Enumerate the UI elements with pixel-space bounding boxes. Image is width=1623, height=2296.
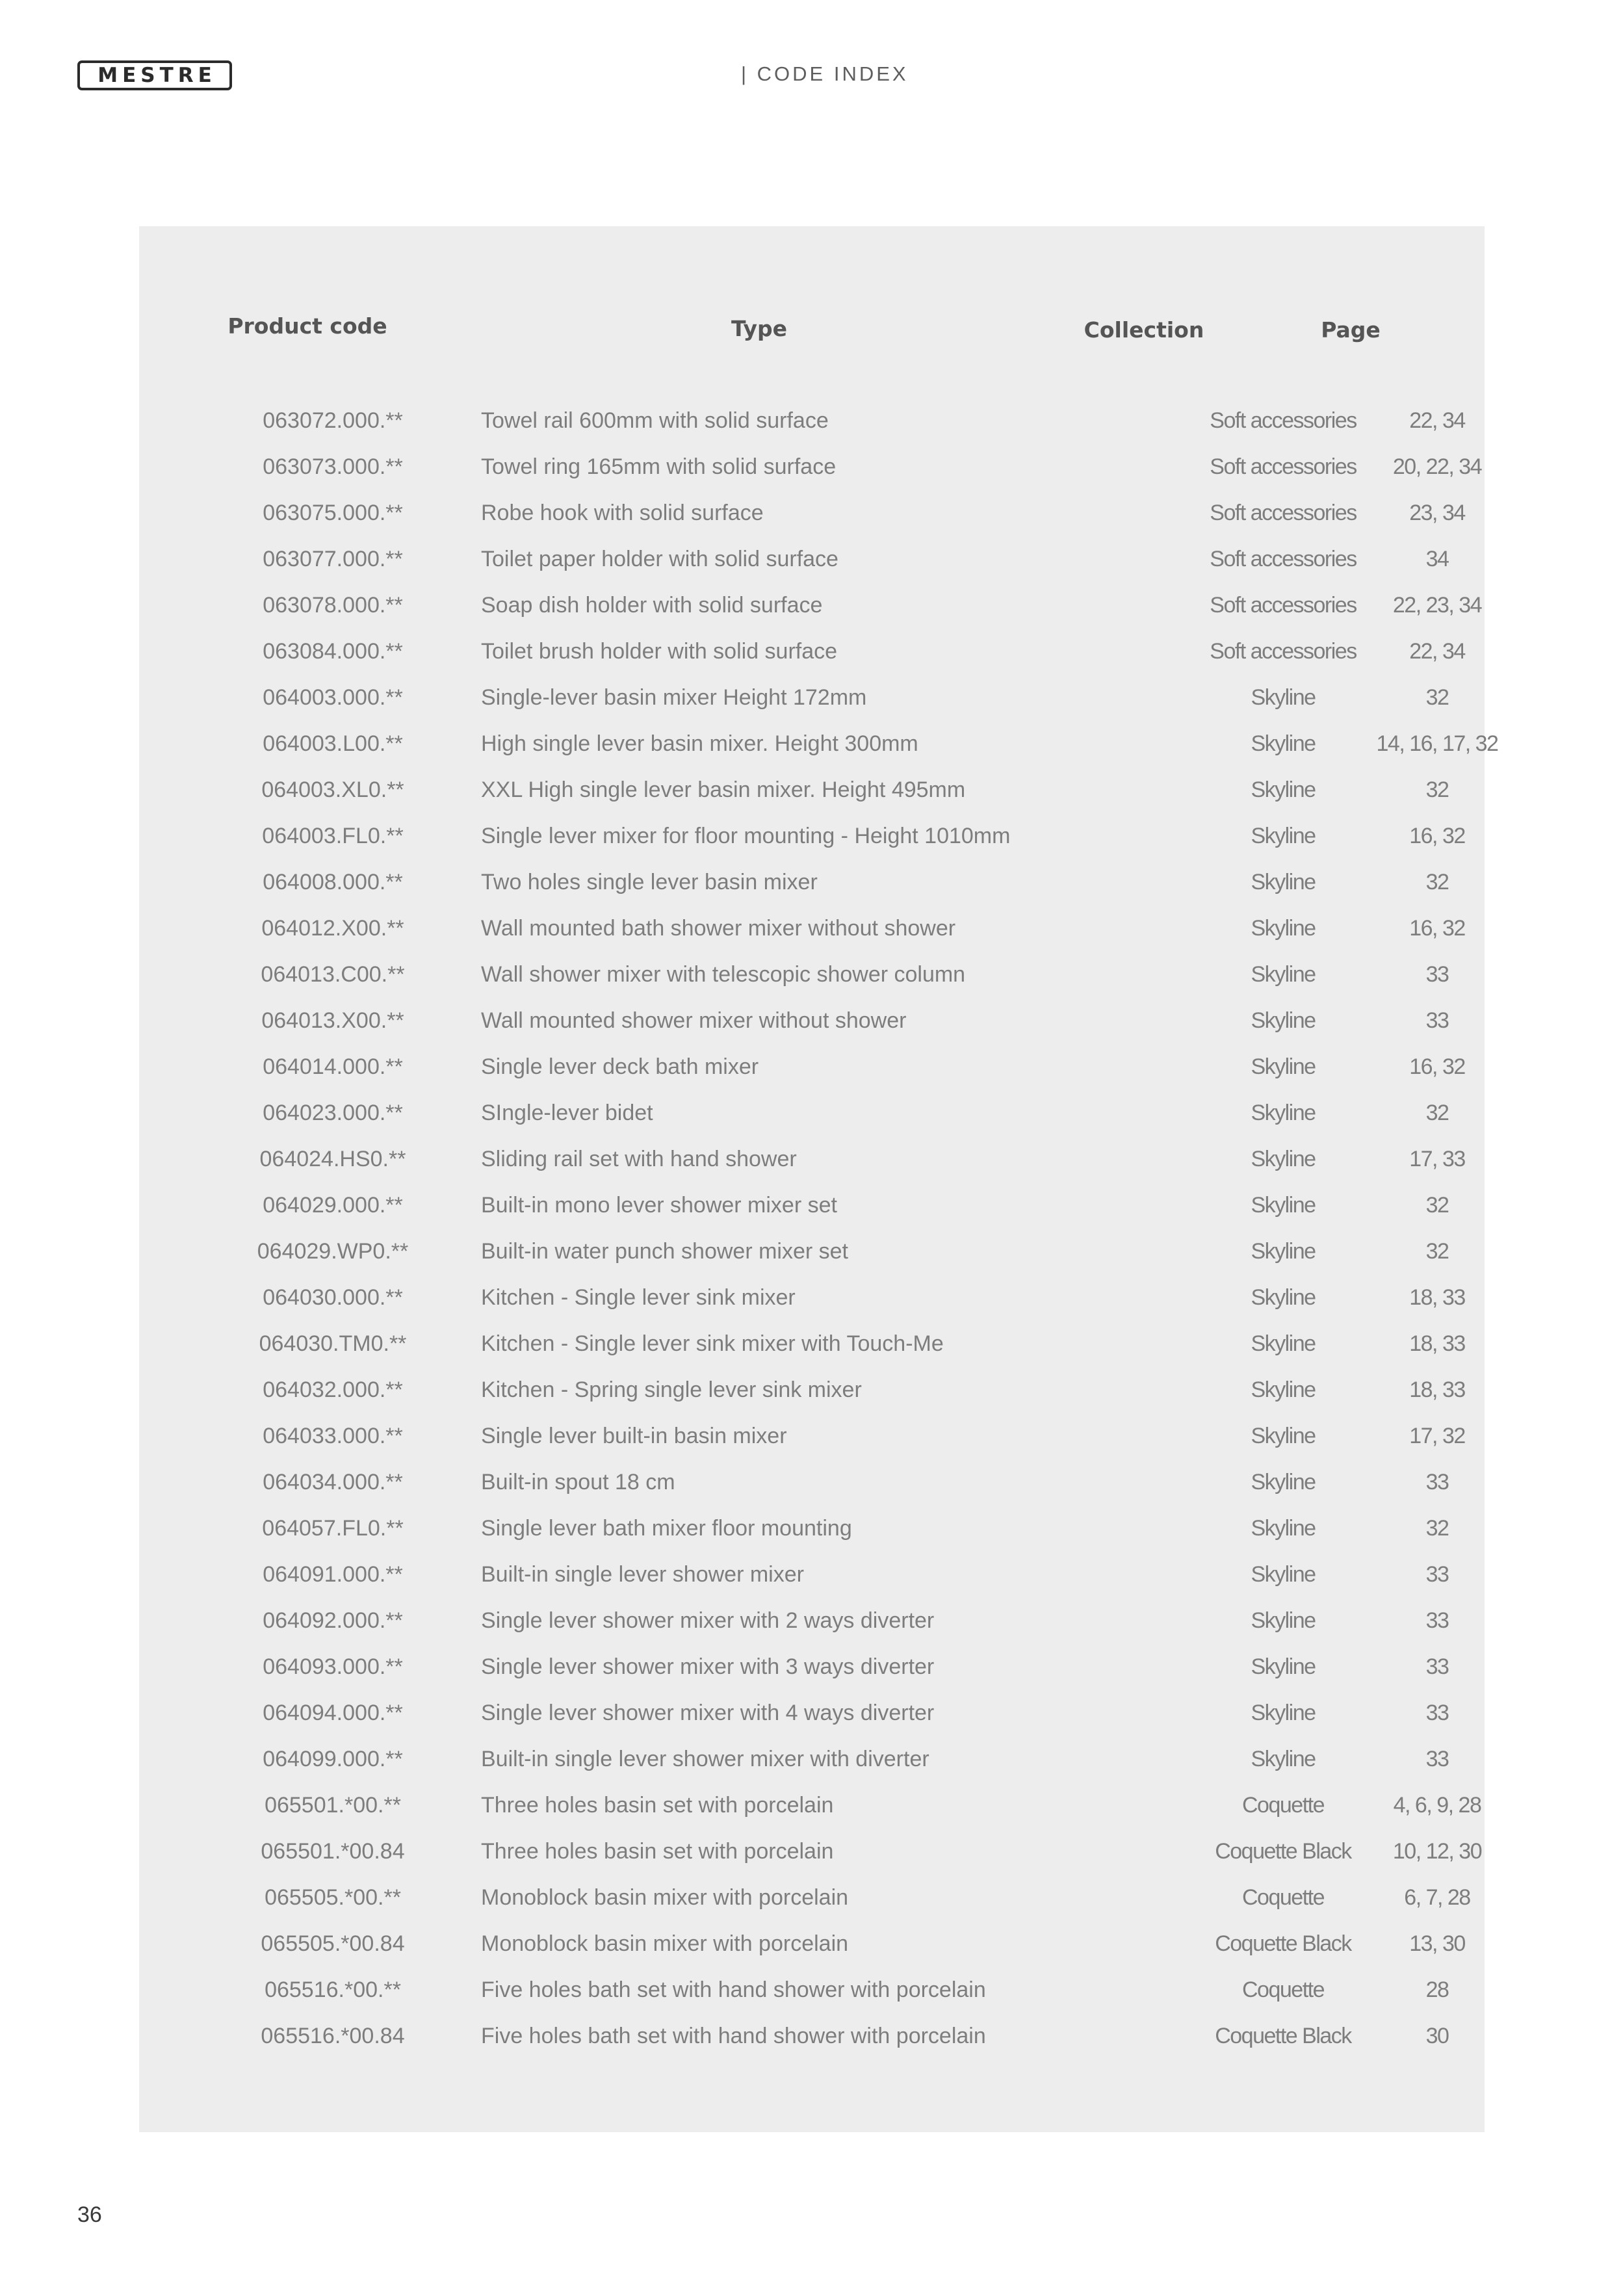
type-cell: Robe hook with solid surface [481,501,764,525]
brand-logo-text: MESTRE [97,64,216,87]
table-row [139,444,1485,490]
table-row [139,1182,1485,1229]
page-ref-cell: 30 [1425,2024,1449,2048]
table-row [139,398,1485,444]
product-code-cell: 064033.000.** [263,1424,403,1448]
product-code-cell: 064030.000.** [263,1285,403,1310]
page-ref-cell: 17, 33 [1409,1147,1465,1171]
collection-cell: Soft accessories [1210,408,1357,433]
page-ref-cell: 16, 32 [1409,824,1465,848]
page-ref-cell: 32 [1425,1101,1449,1125]
table-row [139,1459,1485,1506]
collection-cell: Skyline [1251,870,1316,894]
product-code-cell: 064057.FL0.** [262,1516,404,1541]
table-row [139,1829,1485,1875]
table-row [139,1321,1485,1367]
product-code-cell: 065501.*00.84 [261,1839,405,1864]
type-cell: Three holes basin set with porcelain [481,1839,834,1864]
page-ref-cell: 18, 33 [1409,1331,1465,1356]
page-ref-cell: 10, 12, 30 [1392,1839,1482,1864]
collection-cell: Coquette Black [1215,2024,1351,2048]
collection-cell: Soft accessories [1210,501,1357,525]
type-cell: Wall shower mixer with telescopic shower column [481,962,966,987]
table-row [139,1782,1485,1829]
page-ref-cell: 17, 32 [1409,1424,1465,1448]
table-row [139,536,1485,582]
page-ref-cell: 13, 30 [1409,1931,1465,1956]
product-code-cell: 063075.000.** [263,501,403,525]
collection-cell: Soft accessories [1210,547,1357,571]
type-cell: Single lever bath mixer floor mounting [481,1516,852,1541]
page-ref-cell: 33 [1425,962,1449,987]
product-code-cell: 064003.L00.** [263,731,403,756]
table-row [139,721,1498,767]
collection-cell: Coquette [1242,1793,1324,1818]
collection-cell: Skyline [1251,1470,1316,1494]
collection-cell: Skyline [1251,1516,1316,1541]
page-ref-cell: 33 [1425,1562,1449,1587]
column-header-collection: Collection [1084,317,1204,343]
product-code-cell: 064013.X00.** [261,1008,404,1033]
product-code-cell: 064029.000.** [263,1193,403,1218]
collection-cell: Skyline [1251,1285,1316,1310]
column-header-type: Type [731,316,788,341]
type-cell: Built-in mono lever shower mixer set [481,1193,837,1218]
table-row [139,1875,1485,1921]
page-ref-cell: 16, 32 [1409,916,1465,941]
product-code-cell: 064003.FL0.** [262,824,404,848]
product-code-cell: 065505.*00.** [265,1885,401,1910]
table-row [139,1413,1485,1459]
product-code-cell: 064030.TM0.** [259,1331,407,1356]
product-code-cell: 064003.000.** [263,685,403,710]
product-code-cell: 065516.*00.84 [261,2024,405,2048]
table-row [139,1044,1485,1090]
type-cell: XXL High single lever basin mixer. Height 495mm [481,777,966,802]
brand-logo [77,60,232,90]
page-section-title: | CODE INDEX [741,62,909,85]
type-cell: Kitchen - Spring single lever sink mixer [481,1377,862,1402]
table-row [139,1506,1485,1552]
collection-cell: Coquette [1242,1977,1324,2002]
type-cell: Five holes bath set with hand shower with porcelain [481,2024,986,2048]
product-code-cell: 064003.XL0.** [261,777,404,802]
product-code-cell: 064094.000.** [263,1701,403,1725]
product-code-cell: 065505.*00.84 [261,1931,405,1956]
page-ref-cell: 33 [1425,1470,1449,1494]
type-cell: Built-in single lever shower mixer [481,1562,804,1587]
collection-cell: Skyline [1251,777,1316,802]
type-cell: Kitchen - Single lever sink mixer with Touch-Me [481,1331,944,1356]
code-index-table [139,226,1498,2132]
product-code-cell: 064014.000.** [263,1054,403,1079]
page-ref-cell: 33 [1425,1701,1449,1725]
collection-cell: Skyline [1251,1239,1316,1264]
table-row [139,2013,1485,2059]
table-row [139,1921,1485,1967]
product-code-cell: 064034.000.** [263,1470,403,1494]
page-ref-cell: 32 [1425,1193,1449,1218]
type-cell: Toilet brush holder with solid surface [481,639,838,664]
type-cell: Monoblock basin mixer with porcelain [481,1931,849,1956]
page-ref-cell: 22, 34 [1409,408,1465,433]
table-row [139,1367,1485,1413]
column-header-product-code: Product code [227,313,387,339]
page-ref-cell: 20, 22, 34 [1392,454,1482,479]
collection-cell: Soft accessories [1210,454,1357,479]
page-ref-cell: 28 [1425,1977,1449,2002]
collection-cell: Skyline [1251,1747,1316,1771]
collection-cell: Skyline [1251,1008,1316,1033]
collection-cell: Coquette Black [1215,1839,1351,1864]
type-cell: Towel rail 600mm with solid surface [481,408,829,433]
collection-cell: Coquette [1242,1885,1324,1910]
page-ref-cell: 22, 34 [1409,639,1465,664]
table-row [139,629,1485,675]
table-row [139,1598,1485,1644]
collection-cell: Skyline [1251,962,1316,987]
product-code-cell: 063084.000.** [263,639,403,664]
collection-cell: Skyline [1251,1608,1316,1633]
table-row [139,1967,1485,2013]
product-code-cell: 065501.*00.** [265,1793,401,1818]
product-code-cell: 064091.000.** [263,1562,403,1587]
product-code-cell: 064008.000.** [263,870,403,894]
page-ref-cell: 32 [1425,685,1449,710]
table-row [139,1136,1485,1182]
product-code-cell: 065516.*00.** [265,1977,401,2002]
collection-cell: Skyline [1251,824,1316,848]
table-row [139,767,1485,813]
table-row [139,1644,1485,1690]
type-cell: High single lever basin mixer. Height 300mm [481,731,918,756]
product-code-cell: 063073.000.** [263,454,403,479]
collection-cell: Skyline [1251,1424,1316,1448]
type-cell: Kitchen - Single lever sink mixer [481,1285,796,1310]
table-row [139,859,1485,906]
page-ref-cell: 18, 33 [1409,1285,1465,1310]
table-row [139,675,1485,721]
product-code-cell: 064013.C00.** [261,962,405,987]
type-cell: Five holes bath set with hand shower with porcelain [481,1977,986,2002]
collection-cell: Skyline [1251,1147,1316,1171]
page-ref-cell: 6, 7, 28 [1404,1885,1470,1910]
page-ref-cell: 33 [1425,1654,1449,1679]
page-ref-cell: 4, 6, 9, 28 [1393,1793,1481,1818]
product-code-cell: 064099.000.** [263,1747,403,1771]
collection-cell: Skyline [1251,1377,1316,1402]
collection-cell: Skyline [1251,685,1316,710]
table-row [139,952,1485,998]
table-row [139,1229,1485,1275]
page-ref-cell: 18, 33 [1409,1377,1465,1402]
table-row [139,998,1485,1044]
type-cell: Single lever shower mixer with 3 ways diverter [481,1654,935,1679]
product-code-cell: 064029.WP0.** [257,1239,409,1264]
column-header-page: Page [1321,317,1381,343]
product-code-cell: 063072.000.** [263,408,403,433]
table-row [139,1690,1485,1736]
product-code-cell: 063078.000.** [263,593,403,618]
type-cell: Single lever built-in basin mixer [481,1424,787,1448]
table-row [139,1275,1485,1321]
page-ref-cell: 32 [1425,1239,1449,1264]
page-number: 36 [77,2202,102,2227]
collection-cell: Skyline [1251,1101,1316,1125]
page-ref-cell: 33 [1425,1008,1449,1033]
table-row [139,813,1485,859]
type-cell: Built-in water punch shower mixer set [481,1239,849,1264]
collection-cell: Skyline [1251,1331,1316,1356]
type-cell: Wall mounted bath shower mixer without shower [481,916,956,941]
page-ref-cell: 23, 34 [1409,501,1465,525]
type-cell: Sliding rail set with hand shower [481,1147,797,1171]
product-code-cell: 064032.000.** [263,1377,403,1402]
collection-cell: Skyline [1251,1701,1316,1725]
page-ref-cell: 33 [1425,1608,1449,1633]
collection-cell: Soft accessories [1210,593,1357,618]
page-ref-cell: 32 [1425,870,1449,894]
page-ref-cell: 32 [1425,777,1449,802]
table-row [139,582,1485,629]
page-ref-cell: 14, 16, 17, 32 [1376,731,1498,756]
table-row [139,906,1485,952]
type-cell: SIngle-lever bidet [481,1101,653,1125]
collection-cell: Skyline [1251,1054,1316,1079]
type-cell: Built-in single lever shower mixer with diverter [481,1747,929,1771]
type-cell: Three holes basin set with porcelain [481,1793,834,1818]
table-row [139,1552,1485,1598]
collection-cell: Coquette Black [1215,1931,1351,1956]
page-ref-cell: 16, 32 [1409,1054,1465,1079]
product-code-cell: 064024.HS0.** [259,1147,406,1171]
type-cell: Single lever mixer for floor mounting - Height 1010mm [481,824,1011,848]
product-code-cell: 064092.000.** [263,1608,403,1633]
type-cell: Single lever shower mixer with 4 ways diverter [481,1701,935,1725]
type-cell: Wall mounted shower mixer without shower [481,1008,907,1033]
page-ref-cell: 33 [1425,1747,1449,1771]
collection-cell: Soft accessories [1210,639,1357,664]
product-code-cell: 064023.000.** [263,1101,403,1125]
page-ref-cell: 34 [1425,547,1449,571]
product-code-cell: 064093.000.** [263,1654,403,1679]
type-cell: Two holes single lever basin mixer [481,870,818,894]
type-cell: Single lever deck bath mixer [481,1054,759,1079]
table-row [139,1736,1485,1782]
collection-cell: Skyline [1251,1562,1316,1587]
type-cell: Built-in spout 18 cm [481,1470,675,1494]
page-ref-cell: 32 [1425,1516,1449,1541]
collection-cell: Skyline [1251,731,1316,756]
collection-cell: Skyline [1251,1654,1316,1679]
product-code-cell: 063077.000.** [263,547,403,571]
collection-cell: Skyline [1251,916,1316,941]
type-cell: Toilet paper holder with solid surface [481,547,838,571]
type-cell: Single lever shower mixer with 2 ways diverter [481,1608,935,1633]
product-code-cell: 064012.X00.** [261,916,404,941]
page-ref-cell: 22, 23, 34 [1392,593,1482,618]
table-row [139,490,1485,536]
collection-cell: Skyline [1251,1193,1316,1218]
type-cell: Monoblock basin mixer with porcelain [481,1885,849,1910]
type-cell: Towel ring 165mm with solid surface [481,454,837,479]
type-cell: Soap dish holder with solid surface [481,593,823,618]
table-row [139,1090,1485,1136]
type-cell: Single-lever basin mixer Height 172mm [481,685,867,710]
